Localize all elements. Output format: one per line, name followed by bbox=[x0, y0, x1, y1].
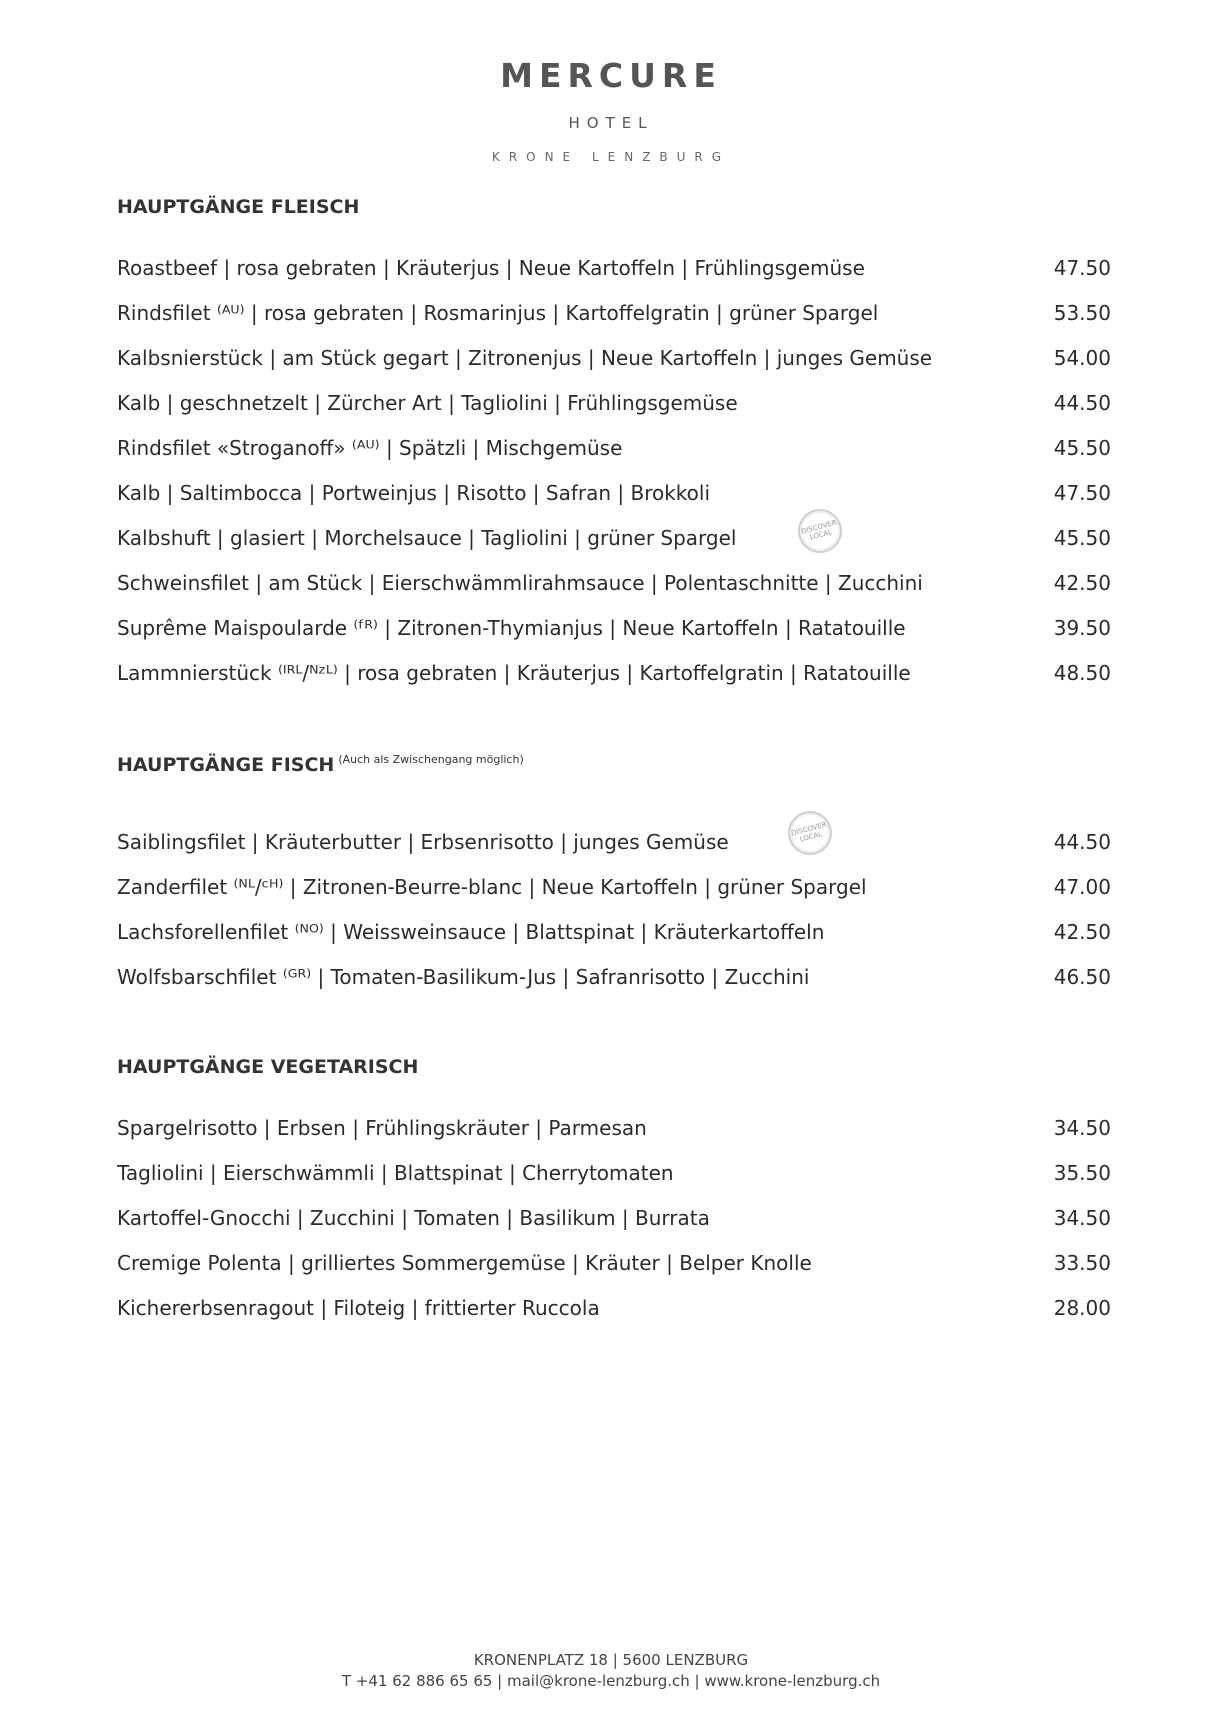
menu-item bbox=[117, 658, 1111, 688]
menu-item bbox=[117, 1158, 1111, 1188]
menu-item bbox=[117, 962, 1111, 992]
dish-price: 44.50 bbox=[1053, 830, 1111, 854]
menu-item bbox=[117, 298, 1111, 328]
dish-name: Kalb | geschnetzelt | Zürcher Art | Tagliolini | Frühlingsgemüse bbox=[117, 391, 738, 415]
section-title-vegetarisch: HAUPTGÄNGE VEGETARISCH bbox=[117, 1056, 419, 1078]
menu-item bbox=[117, 613, 1111, 643]
dish-name: Zanderfilet ⁽ᴺᴸ/ᶜᴴ⁾ | Zitronen-Beurre-blanc | Neue Kartoffeln | grüner Spargel bbox=[117, 875, 867, 899]
dish-price: 48.50 bbox=[1053, 661, 1111, 685]
menu-item bbox=[117, 568, 1111, 598]
dish-price: 44.50 bbox=[1053, 391, 1111, 415]
dish-price: 45.50 bbox=[1053, 526, 1111, 550]
footer bbox=[0, 1650, 1222, 1692]
dish-price: 53.50 bbox=[1053, 301, 1111, 325]
dish-price: 47.00 bbox=[1053, 875, 1111, 899]
footer-address: KRONENPLATZ 18 | 5600 LENZBURG bbox=[473, 1651, 749, 1669]
dish-price: 45.50 bbox=[1053, 436, 1111, 460]
dish-name: Suprême Maispoularde ⁽ᶠᴿ⁾ | Zitronen-Thymianjus | Neue Kartoffeln | Ratatouille bbox=[117, 616, 906, 640]
dish-name: Wolfsbarschfilet ⁽ᴳᴿ⁾ | Tomaten-Basilikum-Jus | Safranrisotto | Zucchini bbox=[117, 965, 810, 989]
dish-name: Kalbsnierstück | am Stück gegart | Zitronenjus | Neue Kartoffeln | junges Gemüse bbox=[117, 346, 933, 370]
discover-local-stamp-icon: DISCOVER LOCAL bbox=[783, 806, 837, 860]
menu-item bbox=[117, 872, 1111, 902]
section-note: (Auch als Zwischengang möglich) bbox=[338, 753, 524, 766]
brand-logo bbox=[0, 56, 1222, 164]
menu-item bbox=[117, 1113, 1111, 1143]
dish-name: Kichererbsenragout | Filoteig | frittierter Ruccola bbox=[117, 1296, 600, 1320]
dish-price: 34.50 bbox=[1053, 1116, 1111, 1140]
brand-hotel: HOTEL bbox=[568, 114, 654, 132]
footer-contact: T +41 62 886 65 65 | mail@krone-lenzburg.ch | www.krone-lenzburg.ch bbox=[341, 1672, 881, 1690]
menu-item bbox=[117, 388, 1111, 418]
dish-name: Rindsfilet «Stroganoff» ⁽ᴬᵁ⁾ | Spätzli | Mischgemüse bbox=[117, 436, 623, 460]
dish-name: Schweinsfilet | am Stück | Eierschwämmlirahmsauce | Polentaschnitte | Zucchini bbox=[117, 571, 923, 595]
menu-item bbox=[117, 827, 1111, 857]
dish-name: Roastbeef | rosa gebraten | Kräuterjus | Neue Kartoffeln | Frühlingsgemüse bbox=[117, 256, 865, 280]
dish-name: Tagliolini | Eierschwämmli | Blattspinat | Cherrytomaten bbox=[117, 1161, 674, 1185]
menu-item bbox=[117, 343, 1111, 373]
dish-price: 33.50 bbox=[1053, 1251, 1111, 1275]
dish-name: Rindsfilet ⁽ᴬᵁ⁾ | rosa gebraten | Rosmarinjus | Kartoffelgratin | grüner Spargel bbox=[117, 301, 879, 325]
dish-name: Saiblingsfilet | Kräuterbutter | Erbsenrisotto | junges Gemüse bbox=[117, 830, 729, 854]
brand-location: KRONE LENZBURG bbox=[491, 150, 731, 164]
menu-item bbox=[117, 1203, 1111, 1233]
menu-item bbox=[117, 1248, 1111, 1278]
dish-price: 42.50 bbox=[1053, 920, 1111, 944]
dish-name: Cremige Polenta | grilliertes Sommergemüse | Kräuter | Belper Knolle bbox=[117, 1251, 812, 1275]
menu-item bbox=[117, 433, 1111, 463]
dish-price: 54.00 bbox=[1053, 346, 1111, 370]
dish-price: 39.50 bbox=[1053, 616, 1111, 640]
dish-price: 34.50 bbox=[1053, 1206, 1111, 1230]
dish-price: 35.50 bbox=[1053, 1161, 1111, 1185]
dish-price: 47.50 bbox=[1053, 256, 1111, 280]
dish-name: Kalb | Saltimbocca | Portweinjus | Risotto | Safran | Brokkoli bbox=[117, 481, 711, 505]
section-title-text: HAUPTGÄNGE FISCH bbox=[117, 754, 335, 776]
brand-name: MERCURE bbox=[500, 56, 722, 95]
dish-price: 28.00 bbox=[1053, 1296, 1111, 1320]
dish-name: Lammnierstück ⁽ᴵᴿᴸ/ᴺᶻᴸ⁾ | rosa gebraten | Kräuterjus | Kartoffelgratin | Ratatouille bbox=[117, 661, 911, 685]
discover-local-stamp-icon: DISCOVER LOCAL bbox=[793, 504, 847, 558]
section-title-fleisch: HAUPTGÄNGE FLEISCH bbox=[117, 196, 360, 218]
dish-name: Lachsforellenfilet ⁽ᴺᴼ⁾ | Weissweinsauce | Blattspinat | Kräuterkartoffeln bbox=[117, 920, 825, 944]
dish-name: Spargelrisotto | Erbsen | Frühlingskräuter | Parmesan bbox=[117, 1116, 647, 1140]
menu-item bbox=[117, 523, 1111, 553]
dish-name: Kartoffel-Gnocchi | Zucchini | Tomaten | Basilikum | Burrata bbox=[117, 1206, 710, 1230]
dish-price: 46.50 bbox=[1053, 965, 1111, 989]
menu-item bbox=[117, 478, 1111, 508]
dish-price: 47.50 bbox=[1053, 481, 1111, 505]
dish-name: Kalbshuft | glasiert | Morchelsauce | Tagliolini | grüner Spargel bbox=[117, 526, 737, 550]
section-title-fisch bbox=[117, 753, 524, 776]
menu-item bbox=[117, 917, 1111, 947]
dish-price: 42.50 bbox=[1053, 571, 1111, 595]
menu-item bbox=[117, 1293, 1111, 1323]
menu-item bbox=[117, 253, 1111, 283]
